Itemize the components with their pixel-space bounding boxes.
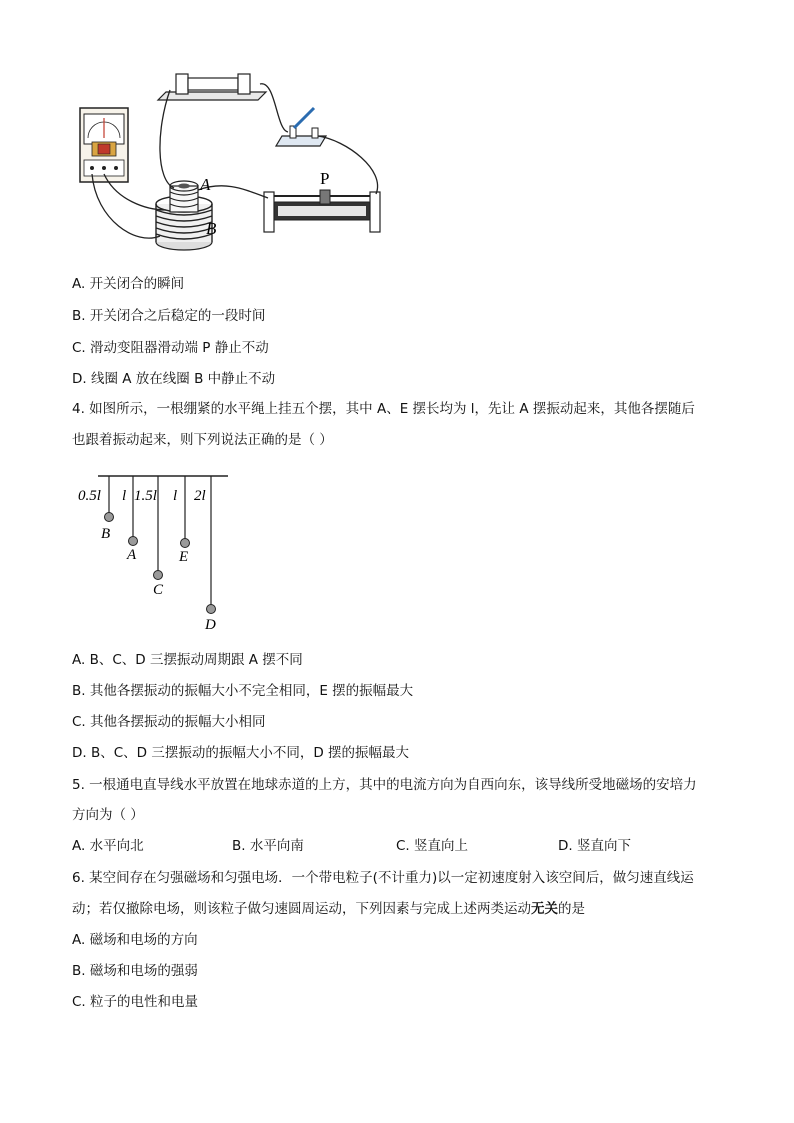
- bob-a: [129, 537, 138, 546]
- q3-option-c: C. 滑动变阻器滑动端 P 静止不动: [72, 340, 269, 356]
- pendulum-label: C: [153, 582, 164, 598]
- pendulum-label: D: [205, 617, 216, 633]
- q5-option-c: C. 竖直向上: [396, 838, 469, 854]
- q5-option-a: A. 水平向北: [72, 838, 144, 854]
- q4-option-c: C. 其他各摆振动的振幅大小相同: [72, 714, 266, 730]
- bob-c: [154, 571, 163, 580]
- coil-a-label: A: [200, 175, 211, 194]
- q6-option-c: C. 粒子的电性和电量: [72, 994, 199, 1010]
- pendulum-figure: [76, 470, 246, 640]
- coil-b-label: B: [206, 219, 217, 238]
- q6-stem-line2: [72, 899, 585, 919]
- galvanometer: [80, 108, 128, 182]
- q5-option-b: B. 水平向南: [232, 838, 304, 854]
- switch: [276, 108, 326, 146]
- q3-option-b: B. 开关闭合之后稳定的一段时间: [72, 308, 266, 324]
- q4-option-a: A. B、C、D 三摆振动周期跟 A 摆不同: [72, 652, 303, 668]
- q4-option-d: D. B、C、D 三摆振动的振幅大小不同，D 摆的振幅最大: [72, 745, 410, 761]
- q3-option-a: A. 开关闭合的瞬间: [72, 276, 185, 292]
- slider-label: P: [320, 169, 330, 188]
- q6-stem-text: 动；若仅撤除电场，则该粒子做匀速圆周运动，下列因素与完成上述两类运动: [72, 901, 531, 917]
- pendulum-label: E: [179, 549, 189, 565]
- length-label: 0.5l: [78, 488, 101, 504]
- q6-option-a: A. 磁场和电场的方向: [72, 932, 198, 948]
- top-component: [158, 74, 266, 100]
- q6-stem-line1: 6. 某空间存在匀强磁场和匀强电场．一个带电粒子(不计重力)以一定初速度射入该空间后，做匀速直线运: [72, 870, 694, 886]
- circuit-figure: [76, 70, 396, 260]
- length-label: 2l: [194, 488, 206, 504]
- pendulum-label: B: [101, 526, 111, 542]
- length-label: 1.5l: [134, 488, 157, 504]
- q5-stem-line1: 5. 一根通电直导线水平放置在地球赤道的上方，其中的电流方向为自西向东，该导线所受地磁场的安培力: [72, 777, 697, 793]
- bob-b: [105, 513, 114, 522]
- bob-e: [181, 539, 190, 548]
- q4-option-b: B. 其他各摆振动的振幅大小不完全相同，E 摆的振幅最大: [72, 683, 414, 699]
- q6-emphasis: 无关: [531, 901, 558, 917]
- length-label: l: [173, 488, 178, 504]
- q5-option-d: D. 竖直向下: [558, 838, 631, 854]
- q6-option-b: B. 磁场和电场的强弱: [72, 963, 198, 979]
- q5-stem-line2: 方向为（ ）: [72, 807, 144, 823]
- q3-option-d: D. 线圈 A 放在线圈 B 中静止不动: [72, 371, 276, 387]
- pendulum-label: A: [127, 547, 137, 563]
- q4-stem-line1: 4. 如图所示，一根绷紧的水平绳上挂五个摆，其中 A、E 摆长均为 l，先让 A 摆振动起来，其他各摆随后: [72, 401, 695, 417]
- rheostat: [264, 190, 380, 232]
- q4-stem-line2: 也跟着振动起来，则下列说法正确的是（ ）: [72, 432, 333, 448]
- q6-stem-text-end: 的是: [558, 901, 585, 917]
- bob-d: [207, 605, 216, 614]
- length-label: l: [122, 488, 127, 504]
